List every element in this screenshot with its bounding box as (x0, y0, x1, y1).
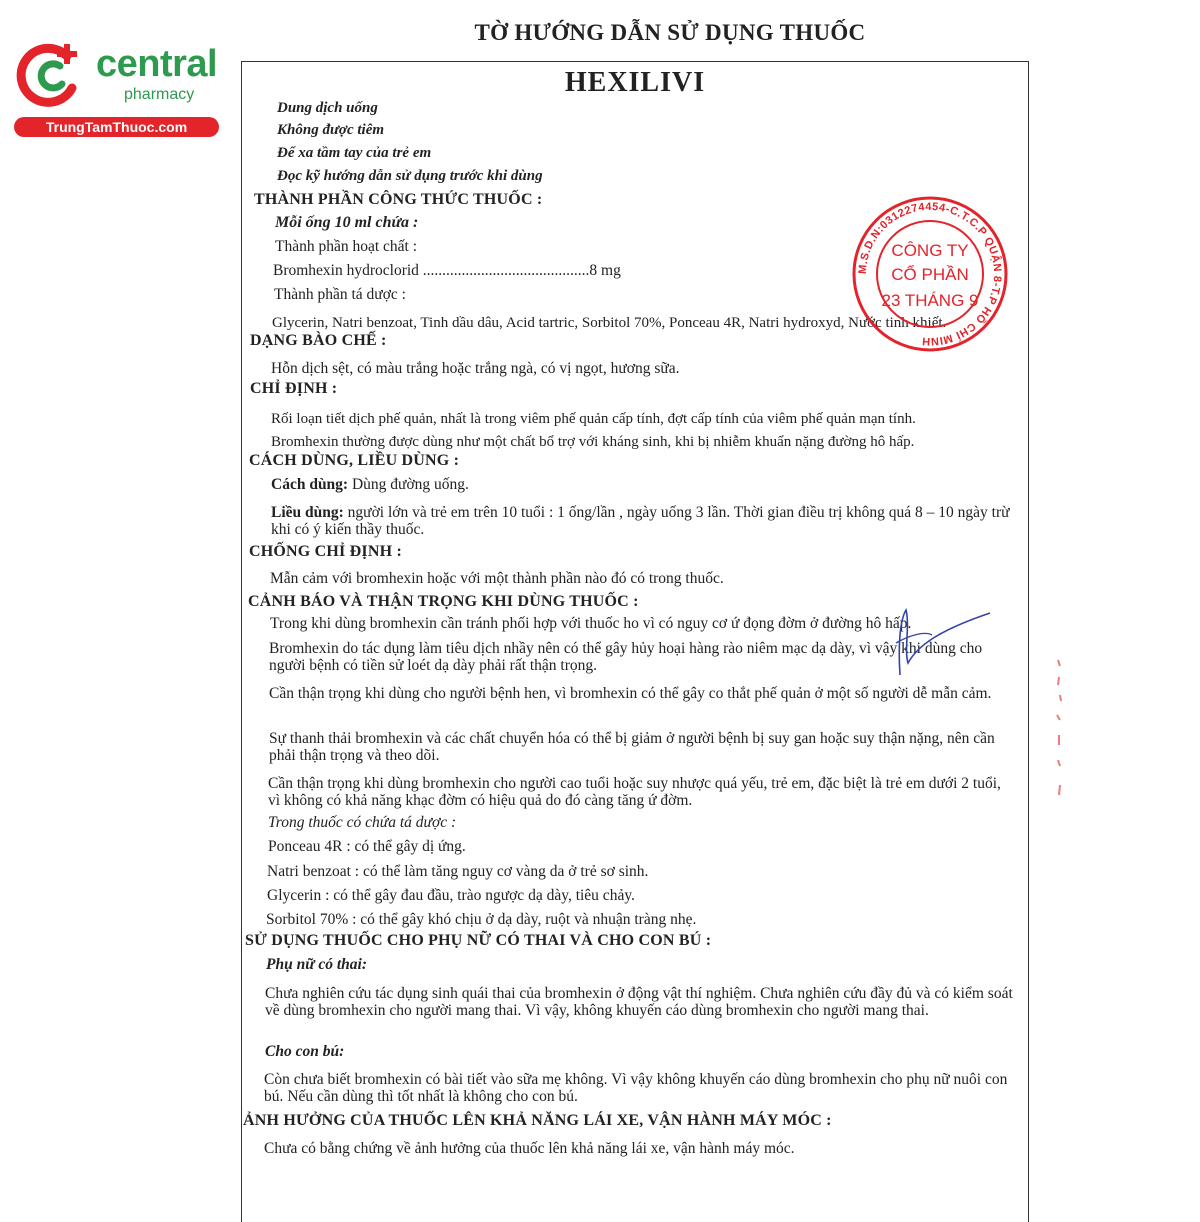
warning-line: Dung dịch uống (277, 100, 378, 116)
section-heading-composition: THÀNH PHẦN CÔNG THỨC THUỐC : (254, 191, 543, 208)
precaution-paragraph: Cần thận trọng khi dùng bromhexin cho người cao tuổi hoặc suy nhược quá yếu, trẻ em, đặc biệt là trẻ em dưới 2 tuổi, vì không có khả năng khạc đờm có hiệu quả do đó càng tăng ứ đờm. (268, 775, 1001, 809)
dose-paragraph (271, 504, 1016, 538)
excipient-warning: Ponceau 4R : có thể gây dị ứng. (268, 838, 466, 855)
driving-text: Chưa có bằng chứng về ảnh hưởng của thuốc lên khả năng lái xe, vận hành máy móc. (264, 1140, 795, 1157)
lactation-label: Cho con bú: (265, 1043, 345, 1060)
dosage-form-text: Hỗn dịch sệt, có màu trắng hoặc trắng ngà, có vị ngọt, hương sữa. (271, 360, 680, 377)
signature (870, 605, 1000, 685)
brand-logo (10, 38, 218, 138)
indication-line: Rối loạn tiết dịch phế quản, nhất là trong viêm phế quản cấp tính, đợt cấp tính của viêm phế quản mạn tính. (271, 411, 916, 427)
excipient-label: Thành phần tá dược : (274, 286, 406, 303)
stamp-line: CÔNG TY (891, 241, 969, 260)
precaution-paragraph: Sự thanh thải bromhexin và các chất chuyển hóa có thể bị giảm ở người bệnh bị suy gan hoặc suy thận nặng, nên cần phải thận trọng và theo dõi. (269, 730, 995, 764)
precaution-paragraph: Bromhexin do tác dụng làm tiêu dịch nhầy nên có thể gây hủy hoại hàng rào niêm mạc dạ dày, vì vậy khi dùng cho người bệnh có tiền sử loét dạ dày phải rất thận trọng. (269, 640, 983, 674)
excipient-list: Glycerin, Natri benzoat, Tinh dầu dâu, Acid tartric, Sorbitol 70%, Ponceau 4R, Natri hydroxyd, Nước tinh khiết. (272, 315, 947, 331)
warning-line: Không được tiêm (277, 122, 385, 138)
section-heading-driving: ẢNH HƯỞNG CỦA THUỐC LÊN KHẢ NĂNG LÁI XE, VẬN HÀNH MÁY MÓC : (243, 1112, 832, 1129)
stamp-ring-text: M.S.D.N:0312274454-C.T.C.P QUẬN 8-T.P HỒ CHÍ MINH (856, 200, 1004, 348)
contraindication-text: Mẫn cảm với bromhexin hoặc với một thành phần nào đó có trong thuốc. (270, 570, 724, 587)
section-heading-precautions: CẢNH BÁO VÀ THẬN TRỌNG KHI DÙNG THUỐC : (248, 593, 639, 610)
active-label: Thành phần hoạt chất : (275, 238, 418, 255)
excipient-warning: Glycerin : có thể gây đau đầu, trào ngược dạ dày, tiêu chảy. (267, 887, 635, 904)
section-heading-indications: CHỈ ĐỊNH : (250, 380, 338, 397)
route-label: Cách dùng: (271, 476, 349, 493)
company-stamp (850, 194, 1010, 354)
precaution-paragraph: Cần thận trọng khi dùng cho người bệnh hen, vì bromhexin có thể gây co thắt phế quản ở một số người dễ mẫn cảm. (269, 685, 992, 702)
warning-line: Để xa tầm tay của trẻ em (277, 145, 432, 161)
route-text: Dùng đường uống. (348, 476, 469, 493)
active-ingredient: Bromhexin hydroclorid ...........................................8 mg (273, 262, 621, 279)
pregnancy-label: Phụ nữ có thai: (266, 956, 368, 973)
document-title: TỜ HƯỚNG DẪN SỬ DỤNG THUỐC (474, 20, 866, 45)
excipient-warning: Natri benzoat : có thể làm tăng nguy cơ vàng da ở trẻ sơ sinh. (267, 863, 649, 880)
route-line (271, 476, 469, 493)
dose-label: Liều dùng: (271, 504, 344, 521)
product-name: HEXILIVI (564, 67, 706, 98)
brand-name: central (96, 43, 218, 85)
stamp-line: 23 THÁNG 9 (881, 291, 979, 310)
per-unit-label: Mỗi ống 10 ml chứa : (275, 214, 419, 231)
brand-url[interactable]: TrungTamThuoc.com (14, 117, 219, 137)
section-heading-dosage-form: DẠNG BÀO CHẾ : (250, 332, 387, 349)
excipient-intro: Trong thuốc có chứa tá dược : (268, 814, 457, 831)
section-heading-pregnancy: SỬ DỤNG THUỐC CHO PHỤ NỮ CÓ THAI VÀ CHO CON BÚ : (245, 932, 712, 949)
section-heading-usage: CÁCH DÙNG, LIỀU DÙNG : (249, 452, 460, 469)
pregnancy-text: Chưa nghiên cứu tác dụng sinh quái thai của bromhexin ở động vật thí nghiệm. Chưa nghiên cứu đầy đủ và có kiểm soát về dùng bromhexin cho người mang thai. Vì vậy, không khuyến cáo dùng bromhexin cho người mang thai. (265, 985, 1013, 1019)
brand-subtitle: pharmacy (124, 86, 195, 103)
section-heading-contraindications: CHỐNG CHỈ ĐỊNH : (249, 543, 402, 560)
pharmacy-cross-icon (12, 38, 86, 112)
stamp-line: CỔ PHẦN (891, 265, 969, 284)
warning-line: Đọc kỹ hướng dẫn sử dụng trước khi dùng (277, 168, 543, 184)
excipient-warning: Sorbitol 70% : có thể gây khó chịu ở dạ dày, ruột và nhuận tràng nhẹ. (266, 911, 697, 928)
indication-line: Bromhexin thường được dùng như một chất bổ trợ với kháng sinh, khi bị nhiễm khuẩn nặng đường hô hấp. (271, 434, 915, 450)
lactation-text: Còn chưa biết bromhexin có bài tiết vào sữa mẹ không. Vì vậy không khuyến cáo dùng bromhexin cho phụ nữ nuôi con bú. Nếu cần dùng thì tốt nhất là không cho con bú. (264, 1071, 1008, 1105)
precaution-paragraph: Trong khi dùng bromhexin cần tránh phối hợp với thuốc ho vì có nguy cơ ứ đọng đờm ở đường hô hấp. (270, 615, 912, 632)
dose-text: người lớn và trẻ em trên 10 tuổi : 1 ống/lần , ngày uống 3 lần. Thời gian điều trị không quá 8 – 10 ngày trừ khi có ý kiến thầy thuốc. (271, 504, 1010, 538)
page-edge-marks (1048, 655, 1070, 805)
